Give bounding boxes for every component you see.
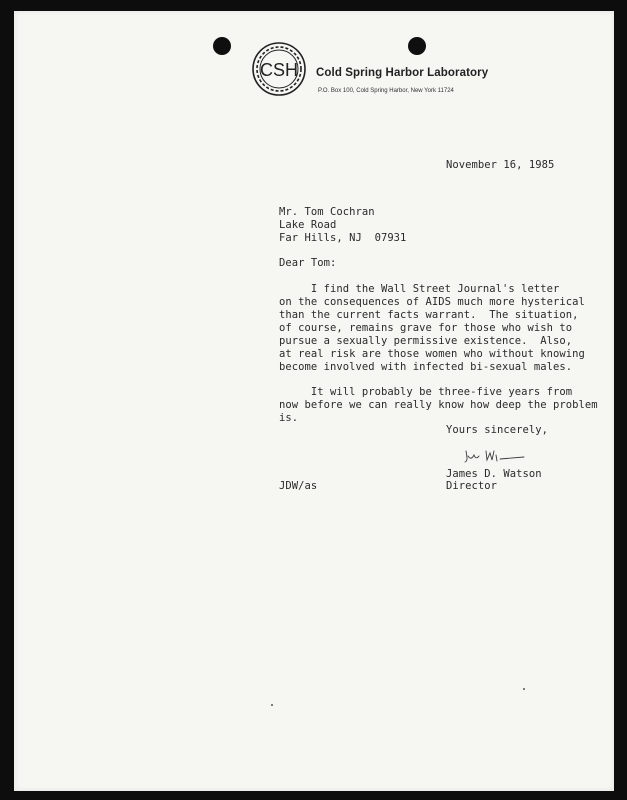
letter-page <box>14 11 614 791</box>
body-line: pursue a sexually permissive existence. Also, <box>279 335 573 347</box>
body-line: I find the Wall Street Journal's letter <box>279 283 560 295</box>
punch-hole-right <box>408 37 426 55</box>
letterhead-name: Cold Spring Harbor Laboratory <box>316 67 489 79</box>
body-line: It will probably be three-five years from <box>279 386 573 398</box>
recipient-city: Far Hills, NJ 07931 <box>279 232 407 244</box>
body-line: become involved with infected bi-sexual males. <box>279 361 573 373</box>
body-line: at real risk are those women who without knowing <box>279 348 585 360</box>
punch-hole-left <box>213 37 231 55</box>
typist-initials: JDW/as <box>279 480 318 492</box>
paper-speck <box>271 704 273 706</box>
letter-date: November 16, 1985 <box>446 159 555 171</box>
signer-title: Director <box>446 480 497 492</box>
body-line: of course, remains grave for those who wish to <box>279 322 573 334</box>
salutation: Dear Tom: <box>279 257 337 269</box>
csh-logo-icon <box>249 39 309 99</box>
letterhead-address: P.O. Box 100, Cold Spring Harbor, New York 11724 <box>318 88 454 94</box>
signer-name: James D. Watson <box>446 468 542 480</box>
handwritten-signature <box>462 447 526 465</box>
body-line: now before we can really know how deep the problem <box>279 399 598 411</box>
logo-text: CSH <box>259 60 299 80</box>
paper-speck <box>523 688 525 690</box>
body-line: than the current facts warrant. The situation, <box>279 309 579 321</box>
closing: Yours sincerely, <box>446 424 548 436</box>
recipient-street: Lake Road <box>279 219 337 231</box>
body-line: on the consequences of AIDS much more hysterical <box>279 296 585 308</box>
body-line: is. <box>279 412 299 424</box>
recipient-name: Mr. Tom Cochran <box>279 206 375 218</box>
